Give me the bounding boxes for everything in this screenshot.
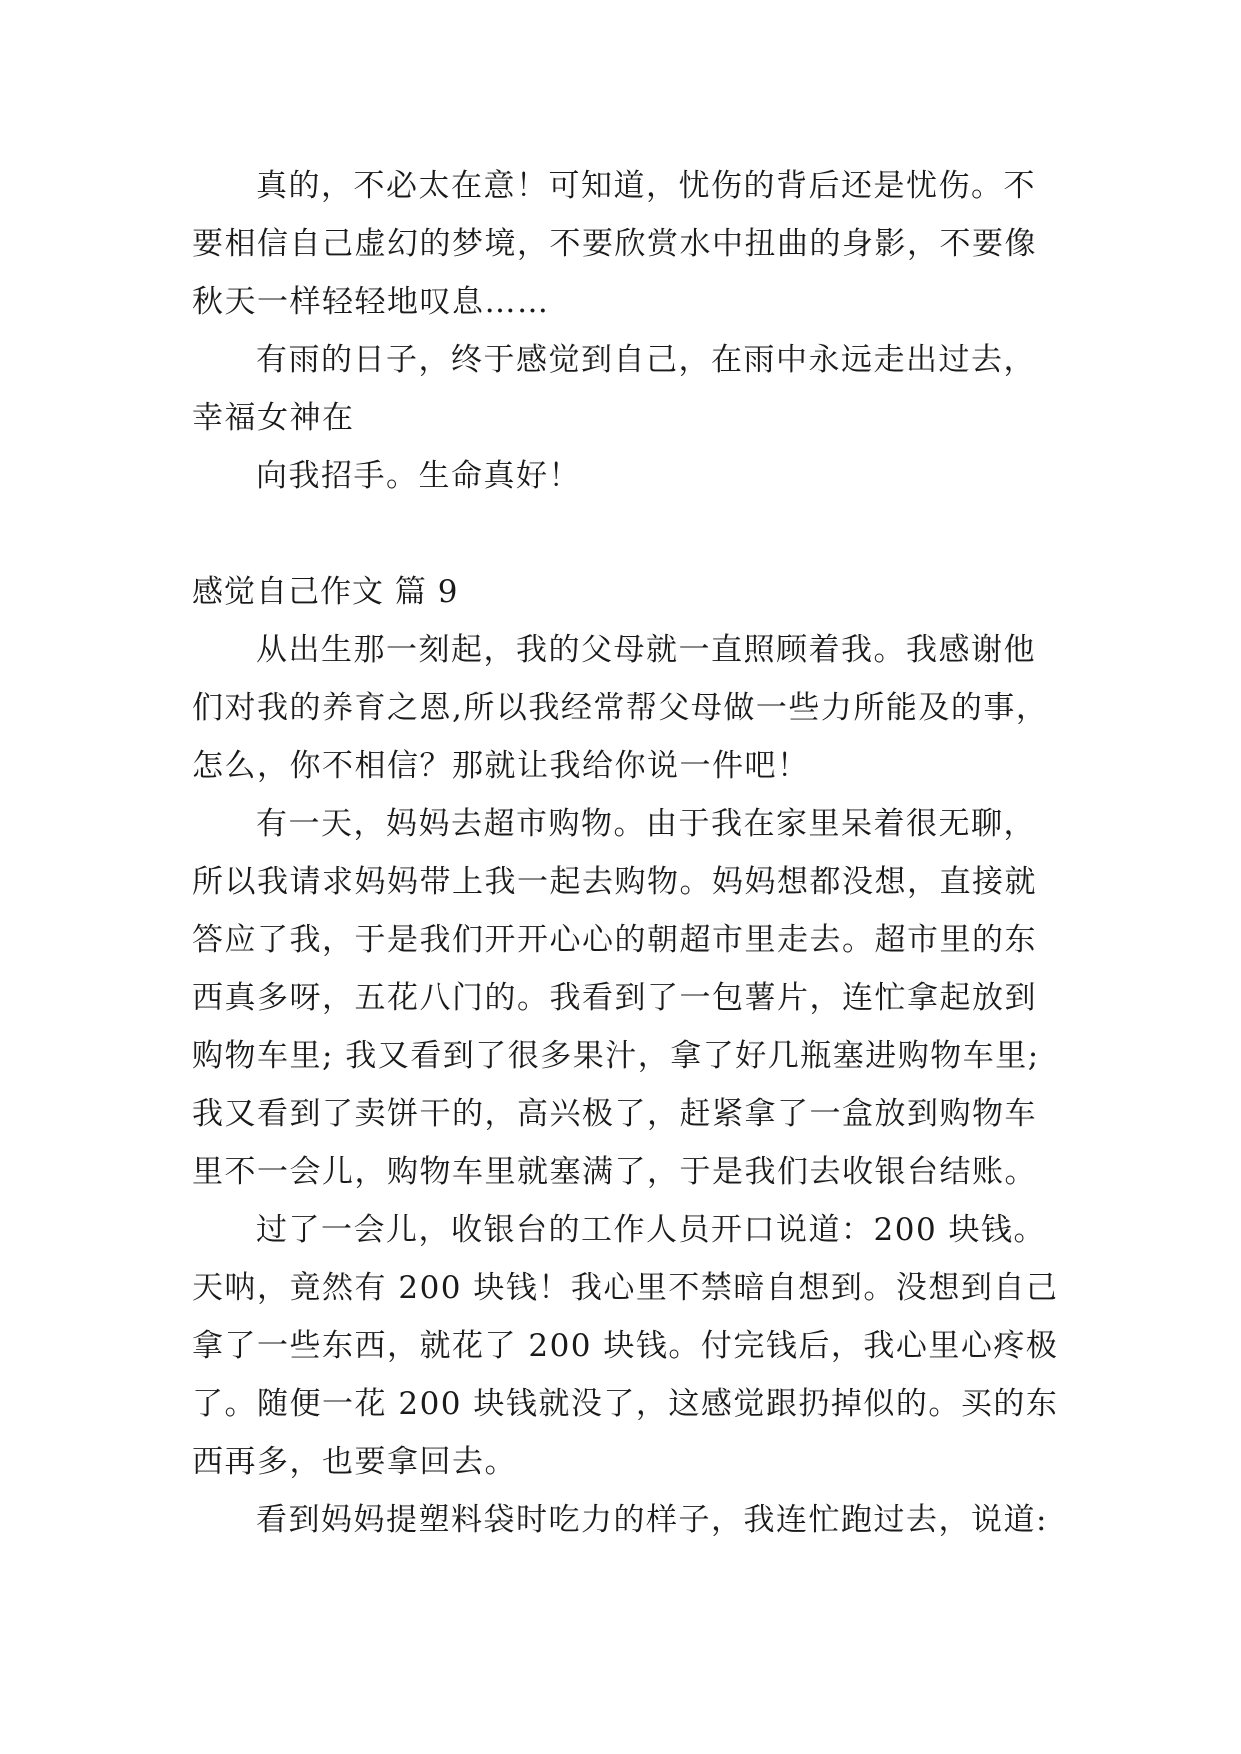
- paragraph-line: 了。随便一花 200 块钱就没了，这感觉跟扔掉似的。买的东: [192, 1386, 1059, 1422]
- paragraph-line: 们对我的养育之恩,所以我经常帮父母做一些力所能及的事，: [192, 690, 1049, 726]
- paragraph-line: 购物车里; 我又看到了很多果汁，拿了好几瓶塞进购物车里;: [192, 1038, 1040, 1074]
- paragraph-line: 向我招手。生命真好！: [256, 458, 581, 494]
- paragraph-line: 拿了一些东西，就花了 200 块钱。付完钱后，我心里心疼极: [192, 1328, 1059, 1364]
- section-heading: 感觉自己作文 篇 9: [192, 574, 459, 610]
- paragraph-line: 答应了我，于是我们开开心心的朝超市里走去。超市里的东: [192, 922, 1037, 958]
- paragraph-line: 里不一会儿，购物车里就塞满了，于是我们去收银台结账。: [192, 1154, 1037, 1190]
- paragraph-line: 有一天，妈妈去超市购物。由于我在家里呆着很无聊，: [256, 806, 1036, 842]
- paragraph-line: 所以我请求妈妈带上我一起去购物。妈妈想都没想，直接就: [192, 864, 1037, 900]
- paragraph-line: 我又看到了卖饼干的，高兴极了，赶紧拿了一盒放到购物车: [192, 1096, 1037, 1132]
- paragraph-line: 秋天一样轻轻地叹息……: [192, 284, 550, 320]
- paragraph-line: 西真多呀，五花八门的。我看到了一包薯片，连忙拿起放到: [192, 980, 1037, 1016]
- paragraph-line: 过了一会儿，收银台的工作人员开口说道：200 块钱。: [256, 1212, 1047, 1248]
- paragraph-line: 从出生那一刻起，我的父母就一直照顾着我。我感谢他: [256, 632, 1036, 668]
- paragraph-line: 怎么，你不相信？那就让我给你说一件吧！: [192, 748, 810, 784]
- paragraph-line: 真的，不必太在意！可知道，忧伤的背后还是忧伤。不: [256, 168, 1036, 204]
- paragraph-line: 有雨的日子，终于感觉到自己，在雨中永远走出过去，: [256, 342, 1036, 378]
- paragraph-line: 天呐，竟然有 200 块钱！我心里不禁暗自想到。没想到自己: [192, 1270, 1059, 1306]
- paragraph-line: 幸福女神在: [192, 400, 355, 436]
- paragraph-line: 看到妈妈提塑料袋时吃力的样子，我连忙跑过去，说道:: [256, 1502, 1048, 1538]
- paragraph-line: 西再多，也要拿回去。: [192, 1444, 517, 1480]
- paragraph-line: 要相信自己虚幻的梦境，不要欣赏水中扭曲的身影，不要像: [192, 226, 1037, 262]
